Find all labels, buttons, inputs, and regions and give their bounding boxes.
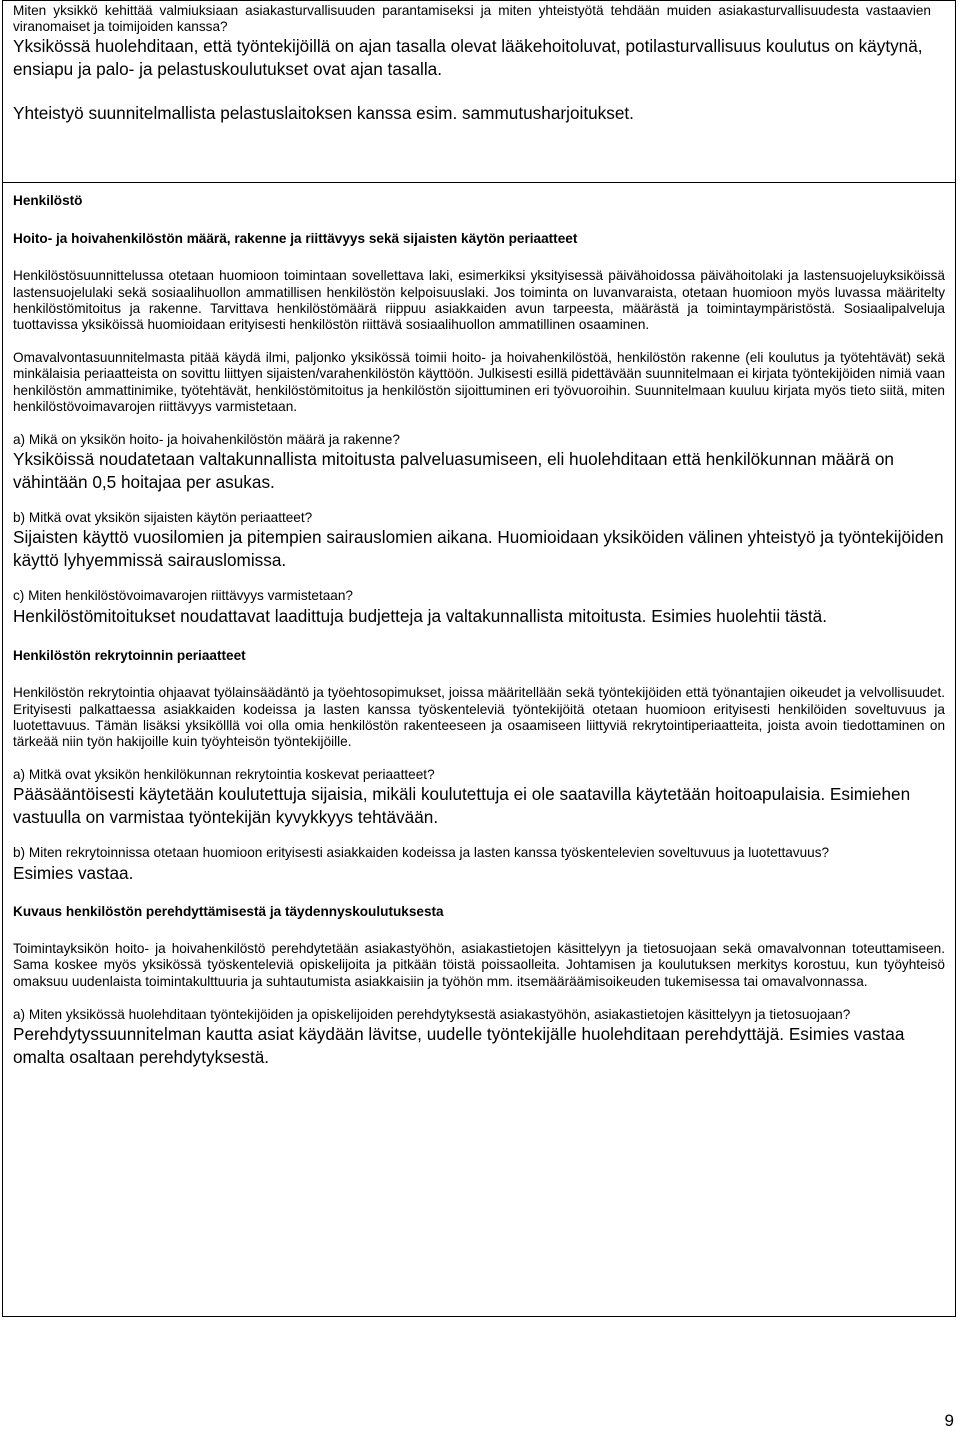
section-box-staff [2, 183, 956, 1317]
staff-question-b: b) Mitkä ovat yksikön sijaisten käytön periaatteet? [13, 510, 313, 526]
recruitment-question-b: b) Miten rekrytoinnissa otetaan huomioon erityisesti asiakkaiden kodeissa ja lasten kanssa työskentelevien soveltuvuus ja luotettavuus? [13, 845, 830, 861]
staff-question-c: c) Miten henkilöstövoimavarojen riittävyys varmistetaan? [13, 588, 353, 604]
recruitment-question-a: a) Mitkä ovat yksikön henkilökunnan rekrytointia koskevat periaatteet? [13, 767, 435, 783]
section-box-safety [2, 0, 956, 183]
staff-subheading: Hoito- ja hoivahenkilöstön määrä, rakenne ja riittävyys sekä sijaisten käytön periaatteet [13, 231, 578, 247]
staff-answer-a: Yksiköissä noudatetaan valtakunnallista mitoitusta palveluasumiseen, eli huolehditaan että henkilökunnan määrä on vähintään 0,5 hoitajaa per asukas. [13, 449, 894, 492]
orientation-paragraph: Toimintayksikön hoito- ja hoivahenkilöstö perehdytetään asiakastyöhön, asiakastietojen käsittelyyn ja tietosuojaan sekä omavalvonnan toteuttamiseen. Sama koskee myös yksikössä työskenteleviä opiskelijoita ja pitkään töistä poissaolleita. Johtamisen ja koulutuksen merkitys korostuu, kun työyhteisö omaksuu uudenlaista toimintakulttuuria ja suhtautumista asiakkaisiin ja työhön mm. itsemääräämisoikeuden tukemisessa tai omavalvonnassa. [13, 941, 945, 989]
staff-heading: Henkilöstö [13, 193, 83, 208]
recruitment-answer-b: Esimies vastaa. [13, 862, 134, 883]
recruitment-heading: Henkilöstön rekrytoinnin periaatteet [13, 648, 246, 664]
recruitment-answer-a: Pääsääntöisesti käytetään koulutettuja sijaisia, mikäli koulutettuja ei ole saatavilla käytetään hoitoapulaisia. Esimiehen vastuulla on varmistaa työntekijän kyvykkyys tehtävään. [13, 784, 911, 827]
safety-answer-cooperation: Yhteistyö suunnitelmallista pelastuslaitoksen kanssa esim. sammutusharjoitukset. [13, 103, 634, 124]
orientation-heading: Kuvaus henkilöstön perehdyttämisestä ja täydennyskoulutuksesta [13, 904, 444, 920]
safety-answer-training: Yksikössä huolehditaan, että työntekijöillä on ajan tasalla olevat lääkehoitoluvat, potilasturvallisuus koulutus on käytynä, ensiapu ja palo- ja pelastuskoulutukset ovat ajan tasalla. [13, 36, 923, 79]
staff-paragraph-planning: Henkilöstösuunnittelussa otetaan huomioon toimintaan sovellettava laki, esimerkiksi yksityisessä päivähoidossa päivähoitolaki ja lastensuojeluyksiköissä lastensuojelulaki sekä sosiaalihuollon ammatillisen henkilöstön kelpoisuuslaki. Jos toiminta on luvanvaraista, otetaan huomioon myös luvassa määritelty henkilöstömitoitus ja rakenne. Tarvittava henkilöstömäärä riippuu asiakkaiden avun tarpeesta, määrästä ja toimintaympäristöstä. Sosiaalipalveluja tuottavissa yksiköissä huomioidaan erityisesti henkilöstön riittävä sosiaalihuollon ammatillinen osaaminen. [13, 268, 945, 333]
staff-answer-c: Henkilöstömitoitukset noudattavat laadittuja budjetteja ja valtakunnallista mitoitusta. Esimies huolehtii tästä. [13, 605, 827, 626]
page-number: 9 [944, 1411, 954, 1430]
recruitment-paragraph: Henkilöstön rekrytointia ohjaavat työlainsäädäntö ja työehtosopimukset, joissa määritellään sekä työntekijöiden että työnantajien oikeudet ja velvollisuudet. Erityisesti palkattaessa asiakkaiden kodeissa ja lasten kanssa työskenteleviä työntekijöitä otetaan huomioon erityisesti henkilöiden soveltuvuus ja luotettavuus. Tämän lisäksi yksikölllä voi olla omia henkilöstön rakenteeseen ja osaamiseen liittyviä rekrytointiperiaatteita, joista avoin tiedottaminen on tärkeää niin työn hakijoille kuin työyhteisön työntekijöille. [13, 685, 945, 749]
staff-paragraph-selfmonitoring: Omavalvontasuunnitelmasta pitää käydä ilmi, paljonko yksikössä toimii hoito- ja hoivahenkilöstöä, henkilöstön rakenne (eli koulutus ja työtehtävät) sekä minkälaisia periaatteista on sovittu liittyen sijaisten/varahenkilöstön käyttöön. Julkisesti esillä pidettävään suunnitelmaan ei kirjata työntekijöiden nimiä vaan henkilöstön ammattinimike, työtehtävät, henkilöstömitoitus ja henkilöstön sijoittuminen eri työvuoroihin. Suunnitelmaan kuuluu kirjata myös tieto siitä, miten henkilöstövoimavarojen riittävyys varmistetaan. [13, 350, 945, 414]
orientation-question-a: a) Miten yksikössä huolehditaan työntekijöiden ja opiskelijoiden perehdytyksestä asiakastyöhön, asiakastietojen käsittelyyn ja tietosuojaan? [13, 1006, 851, 1022]
safety-question: Miten yksikkö kehittää valmiuksiaan asiakasturvallisuuden parantamiseksi ja miten yhteistyötä tehdään muiden asiakasturvallisuudesta vastaavien viranomaiset ja toimijoiden kanssa? [13, 3, 931, 35]
staff-question-a: a) Mikä on yksikön hoito- ja hoivahenkilöstön määrä ja rakenne? [13, 432, 400, 448]
orientation-answer-a: Perehdytyssuunnitelman kautta asiat käydään lävitse, uudelle työntekijälle huolehditaan perehdyttäjä. Esimies vastaa omalta osaltaan perehdytyksestä. [13, 1024, 905, 1067]
staff-answer-b: Sijaisten käyttö vuosilomien ja pitempien sairauslomien aikana. Huomioidaan yksiköiden välinen yhteistyö ja työntekijöiden käyttö lyhyemmissä sairauslomissa. [13, 527, 944, 570]
